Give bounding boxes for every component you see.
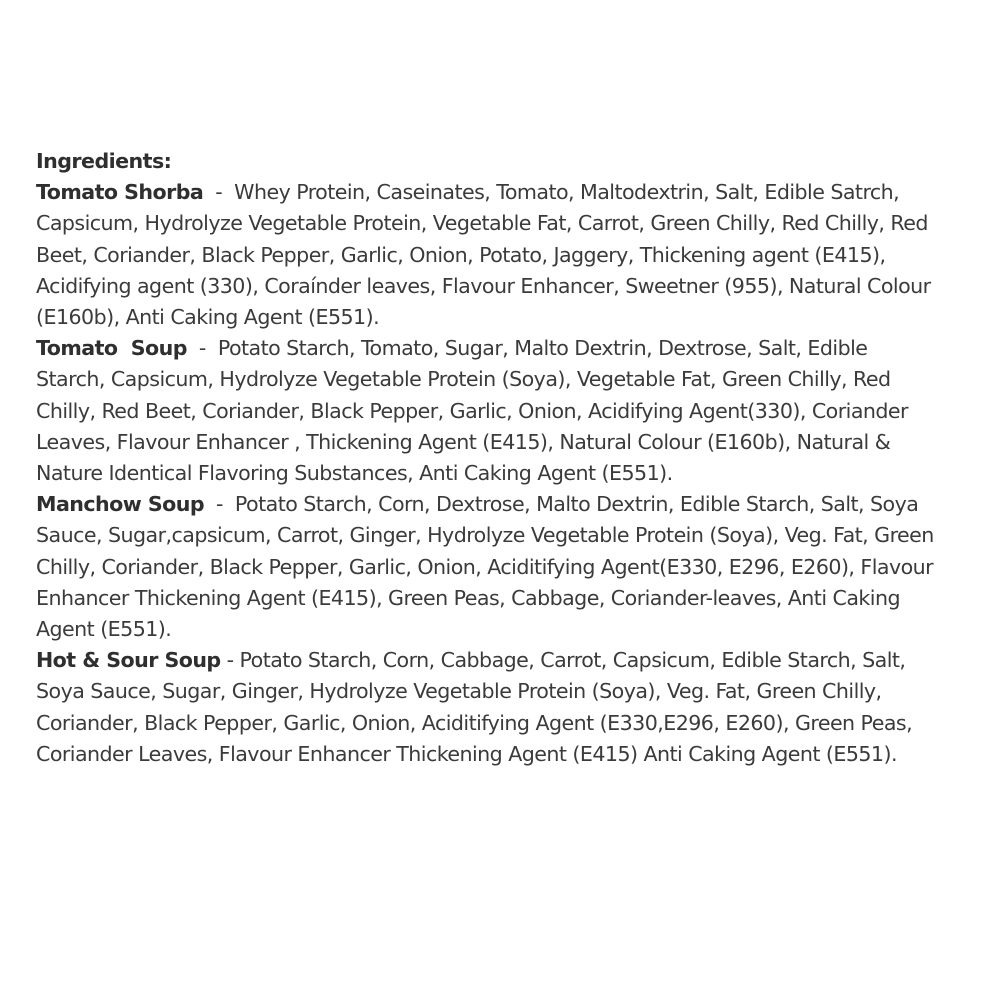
product-name: Tomato Soup (36, 336, 187, 361)
product-ingredients: Potato Starch, Corn, Dextrose, Malto Dextrin, Edible Starch, Salt, Soya Sauce, Sugar,capsicum, Carrot, Ginger, Hydrolyze Vegetable Protein (Soya), Veg. Fat, Green Chilly, Coriander, Black Pepper, Garlic, Onion, Aciditifying Agent(E330, E296, E260), Flavour Enhancer Thickening Agent (E415), Green Peas, Cabbage, Coriander-leaves, Anti Caking Agent (E551). (36, 492, 934, 642)
product-ingredients: Potato Starch, Corn, Cabbage, Carrot, Capsicum, Edible Starch, Salt, Soya Sauce, Sugar, Ginger, Hydrolyze Vegetable Protein (Soya), Veg. Fat, Green Chilly, Coriander, Black Pepper, Garlic, Onion, Aciditifying Agent (E330,E296, E260), Green Peas, Coriander Leaves, Flavour Enhancer Thickening Agent (E415) Anti Caking Agent (E551). (36, 648, 913, 766)
product-name: Manchow Soup (36, 492, 205, 517)
product-ingredients: Whey Protein, Caseinates, Tomato, Maltodextrin, Salt, Edible Satrch, Capsicum, Hydrolyze Vegetable Protein, Vegetable Fat, Carrot, Green Chilly, Red Chilly, Red Beet, Coriander, Black Pepper, Garlic, Onion, Potato, Jaggery, Thickening agent (E415), Acidifying agent (330), Coraínder leaves, Flavour Enhancer, Sweetner (955), Natural Colour (E160b), Anti Caking Agent (E551). (36, 180, 931, 330)
product-paragraph-hot-sour-soup (36, 645, 936, 770)
ingredients-document (36, 146, 936, 770)
product-paragraph-tomato-soup (36, 333, 936, 489)
product-name: Hot & Sour Soup (36, 648, 221, 673)
product-paragraph-manchow-soup (36, 489, 936, 645)
product-separator: - (220, 648, 240, 673)
product-ingredients: Potato Starch, Tomato, Sugar, Malto Dextrin, Dextrose, Salt, Edible Starch, Capsicum, Hydrolyze Vegetable Protein (Soya), Vegetable Fat, Green Chilly, Red Chilly, Red Beet, Coriander, Black Pepper, Garlic, Onion, Acidifying Agent(330), Coriander Leaves, Flavour Enhancer , Thickening Agent (E415), Natural Colour (E160b), Natural & Nature Identical Flavoring Substances, Anti Caking Agent (E551). (36, 336, 908, 486)
product-separator: - (186, 336, 218, 361)
product-paragraph-tomato-shorba (36, 177, 936, 333)
product-separator: - (204, 492, 235, 517)
product-separator: - (203, 180, 235, 205)
product-name: Tomato Shorba (36, 180, 204, 205)
ingredients-heading: Ingredients: (36, 149, 172, 173)
